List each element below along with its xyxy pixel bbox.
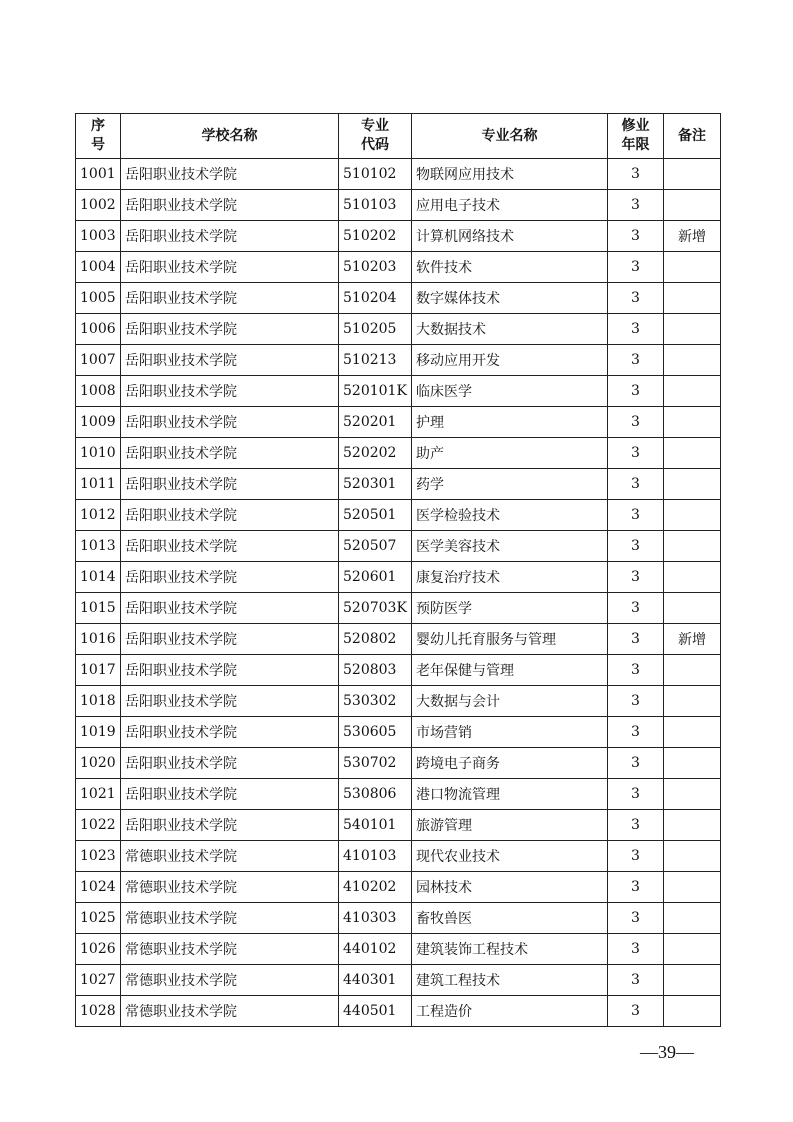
- cell-note: [664, 500, 721, 531]
- table-row: [76, 965, 721, 996]
- cell-seq: 1024: [76, 872, 121, 903]
- cell-school: 岳阳职业技术学院: [121, 407, 339, 438]
- cell-major-name: 大数据与会计: [412, 686, 608, 717]
- header-seq: 序号: [76, 114, 121, 159]
- cell-major-name: 现代农业技术: [412, 841, 608, 872]
- cell-note: [664, 283, 721, 314]
- cell-code: 530702: [339, 748, 412, 779]
- cell-years: 3: [608, 345, 664, 376]
- cell-years: 3: [608, 562, 664, 593]
- cell-years: 3: [608, 593, 664, 624]
- table-row: [76, 283, 721, 314]
- cell-code: 520507: [339, 531, 412, 562]
- cell-school: 常德职业技术学院: [121, 965, 339, 996]
- cell-major-name: 建筑装饰工程技术: [412, 934, 608, 965]
- cell-major-name: 港口物流管理: [412, 779, 608, 810]
- table-row: [76, 531, 721, 562]
- cell-note: [664, 841, 721, 872]
- cell-years: 3: [608, 686, 664, 717]
- cell-seq: 1007: [76, 345, 121, 376]
- cell-seq: 1027: [76, 965, 121, 996]
- cell-seq: 1001: [76, 159, 121, 190]
- cell-school: 岳阳职业技术学院: [121, 624, 339, 655]
- cell-seq: 1003: [76, 221, 121, 252]
- cell-years: 3: [608, 996, 664, 1027]
- cell-major-name: 预防医学: [412, 593, 608, 624]
- cell-school: 常德职业技术学院: [121, 903, 339, 934]
- cell-major-name: 市场营销: [412, 717, 608, 748]
- cell-years: 3: [608, 190, 664, 221]
- cell-seq: 1017: [76, 655, 121, 686]
- cell-school: 岳阳职业技术学院: [121, 779, 339, 810]
- cell-years: 3: [608, 159, 664, 190]
- cell-major-name: 老年保健与管理: [412, 655, 608, 686]
- table-row: [76, 717, 721, 748]
- cell-school: 岳阳职业技术学院: [121, 531, 339, 562]
- cell-years: 3: [608, 376, 664, 407]
- cell-note: [664, 252, 721, 283]
- cell-school: 岳阳职业技术学院: [121, 655, 339, 686]
- table-row: [76, 593, 721, 624]
- table-row: [76, 934, 721, 965]
- cell-code: 410103: [339, 841, 412, 872]
- cell-note: [664, 159, 721, 190]
- cell-note: [664, 934, 721, 965]
- table-row: [76, 872, 721, 903]
- cell-major-name: 护理: [412, 407, 608, 438]
- cell-school: 岳阳职业技术学院: [121, 283, 339, 314]
- cell-code: 510102: [339, 159, 412, 190]
- cell-note: [664, 872, 721, 903]
- cell-code: 440102: [339, 934, 412, 965]
- cell-years: 3: [608, 438, 664, 469]
- cell-code: 520803: [339, 655, 412, 686]
- table-row: [76, 779, 721, 810]
- cell-school: 岳阳职业技术学院: [121, 810, 339, 841]
- cell-major-name: 康复治疗技术: [412, 562, 608, 593]
- cell-note: 新增: [664, 624, 721, 655]
- cell-seq: 1018: [76, 686, 121, 717]
- cell-major-name: 数字媒体技术: [412, 283, 608, 314]
- table-row: [76, 655, 721, 686]
- cell-note: [664, 810, 721, 841]
- cell-code: 540101: [339, 810, 412, 841]
- table-header: [76, 114, 721, 159]
- cell-major-name: 旅游管理: [412, 810, 608, 841]
- table-row: [76, 624, 721, 655]
- cell-school: 岳阳职业技术学院: [121, 376, 339, 407]
- cell-major-name: 跨境电子商务: [412, 748, 608, 779]
- cell-seq: 1005: [76, 283, 121, 314]
- cell-years: 3: [608, 314, 664, 345]
- header-row: [76, 114, 721, 159]
- cell-note: [664, 531, 721, 562]
- cell-school: 岳阳职业技术学院: [121, 686, 339, 717]
- cell-years: 3: [608, 283, 664, 314]
- cell-school: 常德职业技术学院: [121, 996, 339, 1027]
- cell-code: 410202: [339, 872, 412, 903]
- cell-seq: 1014: [76, 562, 121, 593]
- cell-code: 440501: [339, 996, 412, 1027]
- table-row: [76, 810, 721, 841]
- cell-code: 510103: [339, 190, 412, 221]
- cell-seq: 1010: [76, 438, 121, 469]
- cell-major-name: 物联网应用技术: [412, 159, 608, 190]
- table-row: [76, 438, 721, 469]
- cell-major-name: 医学美容技术: [412, 531, 608, 562]
- cell-school: 岳阳职业技术学院: [121, 748, 339, 779]
- cell-seq: 1002: [76, 190, 121, 221]
- cell-seq: 1013: [76, 531, 121, 562]
- header-major-name: 专业名称: [412, 114, 608, 159]
- cell-code: 520601: [339, 562, 412, 593]
- cell-years: 3: [608, 407, 664, 438]
- cell-school: 岳阳职业技术学院: [121, 593, 339, 624]
- cell-major-name: 软件技术: [412, 252, 608, 283]
- cell-seq: 1016: [76, 624, 121, 655]
- cell-seq: 1022: [76, 810, 121, 841]
- table-row: [76, 686, 721, 717]
- cell-years: 3: [608, 872, 664, 903]
- cell-years: 3: [608, 779, 664, 810]
- cell-school: 常德职业技术学院: [121, 841, 339, 872]
- table-row: [76, 996, 721, 1027]
- cell-code: 520202: [339, 438, 412, 469]
- cell-code: 510204: [339, 283, 412, 314]
- cell-seq: 1021: [76, 779, 121, 810]
- cell-seq: 1023: [76, 841, 121, 872]
- cell-seq: 1015: [76, 593, 121, 624]
- cell-years: 3: [608, 655, 664, 686]
- cell-years: 3: [608, 748, 664, 779]
- table-row: [76, 748, 721, 779]
- cell-note: [664, 593, 721, 624]
- cell-note: [664, 996, 721, 1027]
- cell-note: 新增: [664, 221, 721, 252]
- cell-major-name: 建筑工程技术: [412, 965, 608, 996]
- cell-major-name: 医学检验技术: [412, 500, 608, 531]
- cell-seq: 1006: [76, 314, 121, 345]
- major-table: [75, 113, 721, 1027]
- cell-code: 510205: [339, 314, 412, 345]
- cell-school: 岳阳职业技术学院: [121, 190, 339, 221]
- cell-major-name: 临床医学: [412, 376, 608, 407]
- cell-code: 510202: [339, 221, 412, 252]
- header-school: 学校名称: [121, 114, 339, 159]
- cell-school: 岳阳职业技术学院: [121, 221, 339, 252]
- cell-code: 520703K: [339, 593, 412, 624]
- cell-school: 常德职业技术学院: [121, 934, 339, 965]
- page-number: —39—: [640, 1042, 694, 1062]
- cell-years: 3: [608, 934, 664, 965]
- cell-note: [664, 190, 721, 221]
- header-note: 备注: [664, 114, 721, 159]
- cell-code: 530605: [339, 717, 412, 748]
- cell-major-name: 园林技术: [412, 872, 608, 903]
- table-row: [76, 190, 721, 221]
- table-row: [76, 345, 721, 376]
- cell-code: 520201: [339, 407, 412, 438]
- cell-school: 岳阳职业技术学院: [121, 562, 339, 593]
- cell-years: 3: [608, 469, 664, 500]
- cell-seq: 1025: [76, 903, 121, 934]
- table-row: [76, 159, 721, 190]
- cell-code: 520301: [339, 469, 412, 500]
- cell-seq: 1020: [76, 748, 121, 779]
- table-row: [76, 500, 721, 531]
- cell-code: 410303: [339, 903, 412, 934]
- cell-years: 3: [608, 221, 664, 252]
- cell-code: 530302: [339, 686, 412, 717]
- cell-note: [664, 469, 721, 500]
- table-body: [76, 159, 721, 1027]
- cell-note: [664, 686, 721, 717]
- cell-note: [664, 407, 721, 438]
- cell-school: 岳阳职业技术学院: [121, 500, 339, 531]
- cell-code: 530806: [339, 779, 412, 810]
- cell-note: [664, 717, 721, 748]
- cell-years: 3: [608, 841, 664, 872]
- table-row: [76, 376, 721, 407]
- cell-major-name: 助产: [412, 438, 608, 469]
- cell-seq: 1011: [76, 469, 121, 500]
- table-row: [76, 221, 721, 252]
- cell-years: 3: [608, 531, 664, 562]
- cell-school: 常德职业技术学院: [121, 872, 339, 903]
- cell-seq: 1012: [76, 500, 121, 531]
- cell-note: [664, 345, 721, 376]
- cell-seq: 1026: [76, 934, 121, 965]
- cell-seq: 1004: [76, 252, 121, 283]
- cell-years: 3: [608, 903, 664, 934]
- cell-school: 岳阳职业技术学院: [121, 717, 339, 748]
- cell-note: [664, 779, 721, 810]
- cell-note: [664, 655, 721, 686]
- cell-school: 岳阳职业技术学院: [121, 159, 339, 190]
- cell-school: 岳阳职业技术学院: [121, 252, 339, 283]
- cell-school: 岳阳职业技术学院: [121, 469, 339, 500]
- cell-years: 3: [608, 717, 664, 748]
- cell-seq: 1008: [76, 376, 121, 407]
- cell-school: 岳阳职业技术学院: [121, 314, 339, 345]
- cell-years: 3: [608, 810, 664, 841]
- table-row: [76, 252, 721, 283]
- cell-school: 岳阳职业技术学院: [121, 345, 339, 376]
- table-row: [76, 903, 721, 934]
- cell-code: 510203: [339, 252, 412, 283]
- cell-major-name: 婴幼儿托育服务与管理: [412, 624, 608, 655]
- cell-major-name: 大数据技术: [412, 314, 608, 345]
- cell-major-name: 药学: [412, 469, 608, 500]
- cell-years: 3: [608, 624, 664, 655]
- cell-note: [664, 748, 721, 779]
- cell-note: [664, 903, 721, 934]
- cell-code: 520802: [339, 624, 412, 655]
- table-row: [76, 841, 721, 872]
- cell-note: [664, 438, 721, 469]
- cell-code: 520501: [339, 500, 412, 531]
- cell-years: 3: [608, 500, 664, 531]
- cell-code: 520101K: [339, 376, 412, 407]
- cell-seq: 1028: [76, 996, 121, 1027]
- cell-major-name: 工程造价: [412, 996, 608, 1027]
- cell-note: [664, 965, 721, 996]
- header-years: 修业年限: [608, 114, 664, 159]
- table-row: [76, 407, 721, 438]
- cell-note: [664, 376, 721, 407]
- cell-seq: 1019: [76, 717, 121, 748]
- cell-code: 440301: [339, 965, 412, 996]
- cell-years: 3: [608, 965, 664, 996]
- cell-code: 510213: [339, 345, 412, 376]
- cell-major-name: 畜牧兽医: [412, 903, 608, 934]
- cell-seq: 1009: [76, 407, 121, 438]
- cell-note: [664, 314, 721, 345]
- header-code: 专业代码: [339, 114, 412, 159]
- cell-school: 岳阳职业技术学院: [121, 438, 339, 469]
- cell-major-name: 移动应用开发: [412, 345, 608, 376]
- table-row: [76, 469, 721, 500]
- table-row: [76, 562, 721, 593]
- table-row: [76, 314, 721, 345]
- cell-note: [664, 562, 721, 593]
- cell-years: 3: [608, 252, 664, 283]
- cell-major-name: 应用电子技术: [412, 190, 608, 221]
- cell-major-name: 计算机网络技术: [412, 221, 608, 252]
